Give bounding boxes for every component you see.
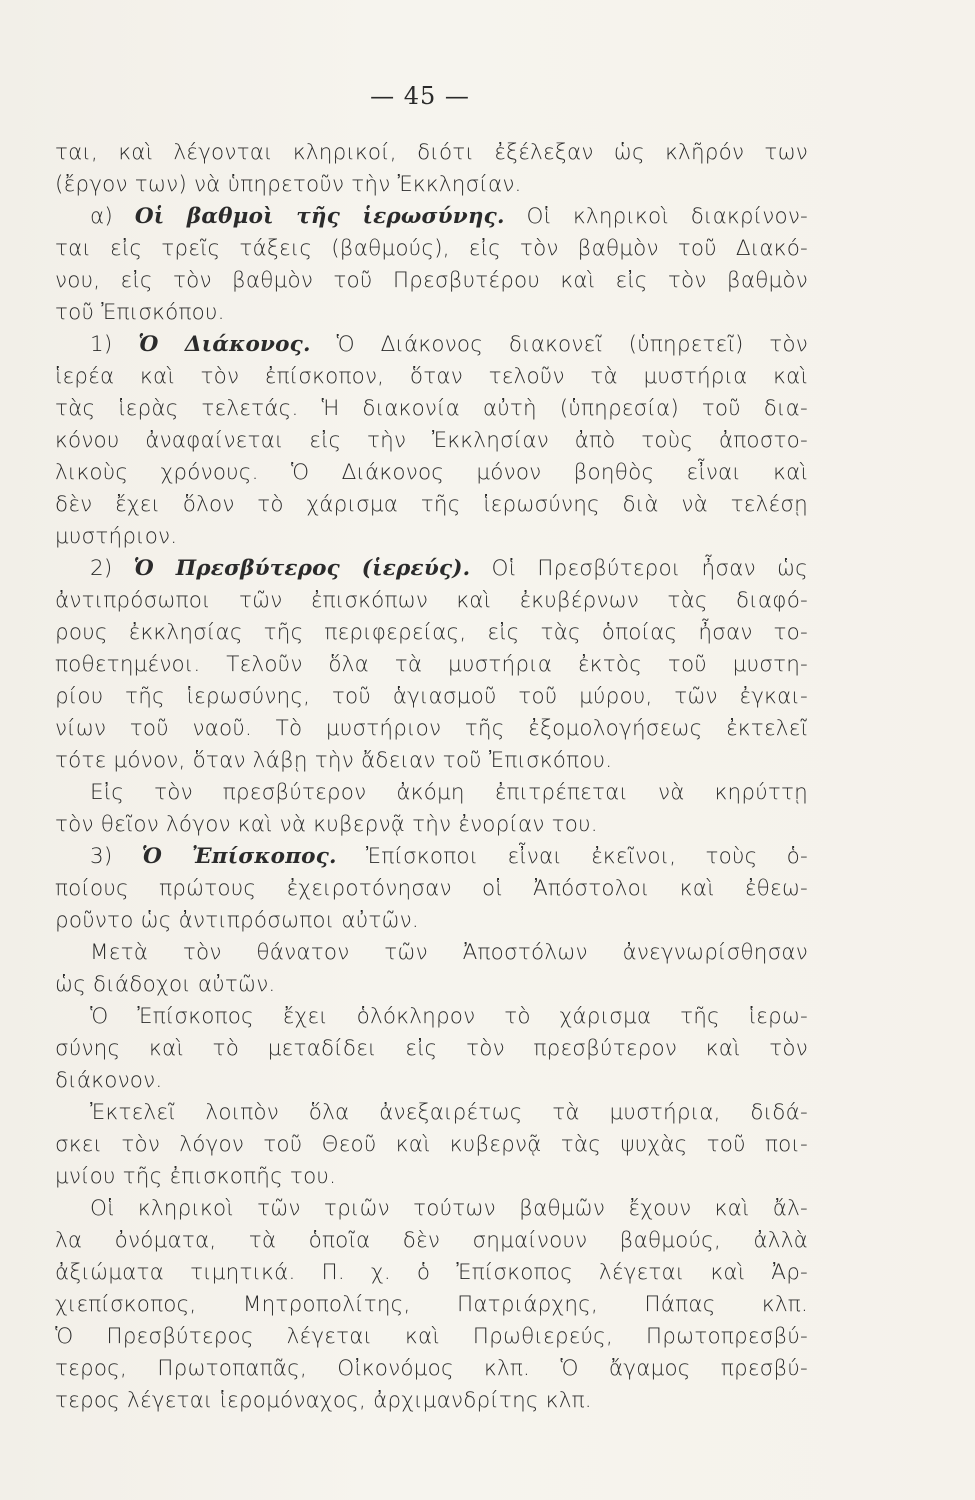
line-text: τὸν θεῖον λόγον καὶ νὰ κυβερνᾷ τὴν ἐνορίαν του. [55,812,598,837]
text-line [55,873,808,905]
body-text [55,137,808,1417]
line-text: (ἔργον των) νὰ ὑπηρετοῦν τὴν Ἐκκλησίαν. [55,172,522,197]
line-text: Ἐκτελεῖ λοιπὸν ὅλα ἀνεξαιρέτως τὰ μυστήρια, διδά- [90,1100,808,1125]
line-text: Ὁ Διάκονος διακονεῖ (ὑπηρετεῖ) τὸν [310,332,808,357]
text-line [55,1225,808,1257]
line-text: λα ὀνόματα, τὰ ὁποῖα δὲν σημαίνουν βαθμούς, ἀλλὰ [55,1228,808,1253]
text-line [55,1385,808,1417]
line-text: ται εἰς τρεῖς τάξεις (βαθμούς), εἰς τὸν βαθμὸν τοῦ Διακό- [55,236,808,261]
text-line [55,457,808,489]
text-line [55,201,808,233]
text-line [55,553,808,585]
line-text: Μετὰ τὸν θάνατον τῶν Ἀποστόλων ἀνεγνωρίσθησαν [90,940,808,965]
text-line [55,1033,808,1065]
line-text: δὲν ἔχει ὅλον τὸ χάρισμα τῆς ἱερωσύνης διὰ νὰ τελέσῃ [55,492,808,517]
section-number: 2) [90,556,134,581]
line-text: Οἱ Πρεσβύτεροι ἦσαν ὡς [470,556,808,581]
line-text: τερος λέγεται ἱερομόναχος, ἀρχιμανδρίτης κλπ. [55,1388,592,1413]
line-text: Οἱ κληρικοὶ τῶν τριῶν τούτων βαθμῶν ἔχουν καὶ ἄλ- [90,1196,808,1221]
line-text: τότε μόνον, ὅταν λάβῃ τὴν ἄδειαν τοῦ Ἐπισκόπου. [55,748,613,773]
section-number: 3) [90,844,142,869]
line-text: Εἰς τὸν πρεσβύτερον ἀκόμη ἐπιτρέπεται νὰ κηρύττῃ [90,780,808,805]
section-heading: Ὁ Διάκονος. [138,332,311,357]
text-line [55,169,808,201]
text-line [55,425,808,457]
line-text: ποίους πρώτους ἐχειροτόνησαν οἱ Ἀπόστολοι καὶ ἐθεω- [55,876,808,901]
section-heading: Ὁ Ἐπίσκοπος. [141,844,337,869]
text-line [55,585,808,617]
text-line [55,937,808,969]
text-line [55,969,808,1001]
line-text: λικοὺς χρόνους. Ὁ Διάκονος μόνον βοηθὸς εἶναι καὶ [55,460,808,485]
line-text: σύνης καὶ τὸ μεταδίδει εἰς τὸν πρεσβύτερον καὶ τὸν [55,1036,808,1061]
text-line [55,521,808,553]
line-text: Ἐπίσκοποι εἶναι ἐκεῖνοι, τοὺς ὁ- [336,844,808,869]
line-text: Οἱ κληρικοὶ διακρίνον- [504,204,809,229]
line-text: τερος, Πρωτοπαπᾶς, Οἰκονόμος κλπ. Ὁ ἄγαμος πρεσβύ- [55,1356,808,1381]
line-text: ρίου τῆς ἱερωσύνης, τοῦ ἁγιασμοῦ τοῦ μύρου, τῶν ἐγκαι- [55,684,808,709]
text-line [55,1353,808,1385]
text-line [55,329,808,361]
text-line [55,265,808,297]
line-text: σκει τὸν λόγον τοῦ Θεοῦ καὶ κυβερνᾷ τὰς ψυχὰς τοῦ ποι- [55,1132,808,1157]
text-line [55,1161,808,1193]
line-text: τὰς ἱερὰς τελετάς. Ἡ διακονία αὐτὴ (ὑπηρεσία) τοῦ δια- [55,396,808,421]
line-text: ἱερέα καὶ τὸν ἐπίσκοπον, ὅταν τελοῦν τὰ μυστήρια καὶ [55,364,808,389]
line-text: ἀξιώματα τιμητικά. Π. χ. ὁ Ἐπίσκοπος λέγεται καὶ Ἀρ- [55,1260,808,1285]
section-number: 1) [90,332,139,357]
text-line [55,905,808,937]
page-number: — 45 — [370,82,470,110]
text-line [55,713,808,745]
text-line [55,777,808,809]
line-text: νίων τοῦ ναοῦ. Τὸ μυστήριον τῆς ἐξομολογήσεως ἐκτελεῖ [55,716,808,741]
line-text: χιεπίσκοπος, Μητροπολίτης, Πατριάρχης, Πάπας κλπ. [55,1292,808,1317]
text-line [55,1097,808,1129]
line-text: νου, εἰς τὸν βαθμὸν τοῦ Πρεσβυτέρου καὶ εἰς τὸν βαθμὸν [55,268,808,293]
text-line [55,233,808,265]
line-text: διάκονον. [55,1068,163,1093]
line-text: ται, καὶ λέγονται κληρικοί, διότι ἐξέλεξαν ὡς κλῆρόν των [55,140,808,165]
text-line [55,1129,808,1161]
text-line [55,489,808,521]
line-text: ρους ἐκκλησίας τῆς περιφερείας, εἰς τὰς ὁποίας ἦσαν το- [55,620,808,645]
section-heading: Ὁ Πρεσβύτερος (ἱερεύς). [133,556,471,581]
line-text: μυστήριον. [55,524,178,549]
line-text: μνίου τῆς ἐπισκοπῆς του. [55,1164,337,1189]
line-text: ποθετημένοι. Τελοῦν ὅλα τὰ μυστήρια ἐκτὸς τοῦ μυστη- [55,652,808,677]
text-line [55,297,808,329]
text-line [55,1065,808,1097]
text-line [55,1001,808,1033]
line-text: κόνου ἀναφαίνεται εἰς τὴν Ἐκκλησίαν ἀπὸ τοὺς ἀποστο- [55,428,808,453]
text-line [55,841,808,873]
section-number: α) [90,204,135,229]
text-line [55,745,808,777]
text-line [55,1289,808,1321]
line-text: Ὁ Ἐπίσκοπος ἔχει ὁλόκληρον τὸ χάρισμα τῆς ἱερω- [90,1004,808,1029]
text-line [55,681,808,713]
line-text: ἀντιπρόσωποι τῶν ἐπισκόπων καὶ ἐκυβέρνων τὰς διαφό- [55,588,808,613]
text-line [55,1321,808,1353]
text-line [55,809,808,841]
text-line [55,361,808,393]
line-text: Ὁ Πρεσβύτερος λέγεται καὶ Πρωθιερεύς, Πρωτοπρεσβύ- [55,1324,808,1349]
text-line [55,137,808,169]
section-heading: Οἱ βαθμοὶ τῆς ἱερωσύνης. [134,204,505,229]
text-line [55,1257,808,1289]
text-line [55,617,808,649]
line-text: ὡς διάδοχοι αὐτῶν. [55,972,276,997]
line-text: ροῦντο ὡς ἀντιπρόσωποι αὐτῶν. [55,908,419,933]
line-text: τοῦ Ἐπισκόπου. [55,300,225,325]
text-line [55,1193,808,1225]
text-line [55,649,808,681]
text-line [55,393,808,425]
